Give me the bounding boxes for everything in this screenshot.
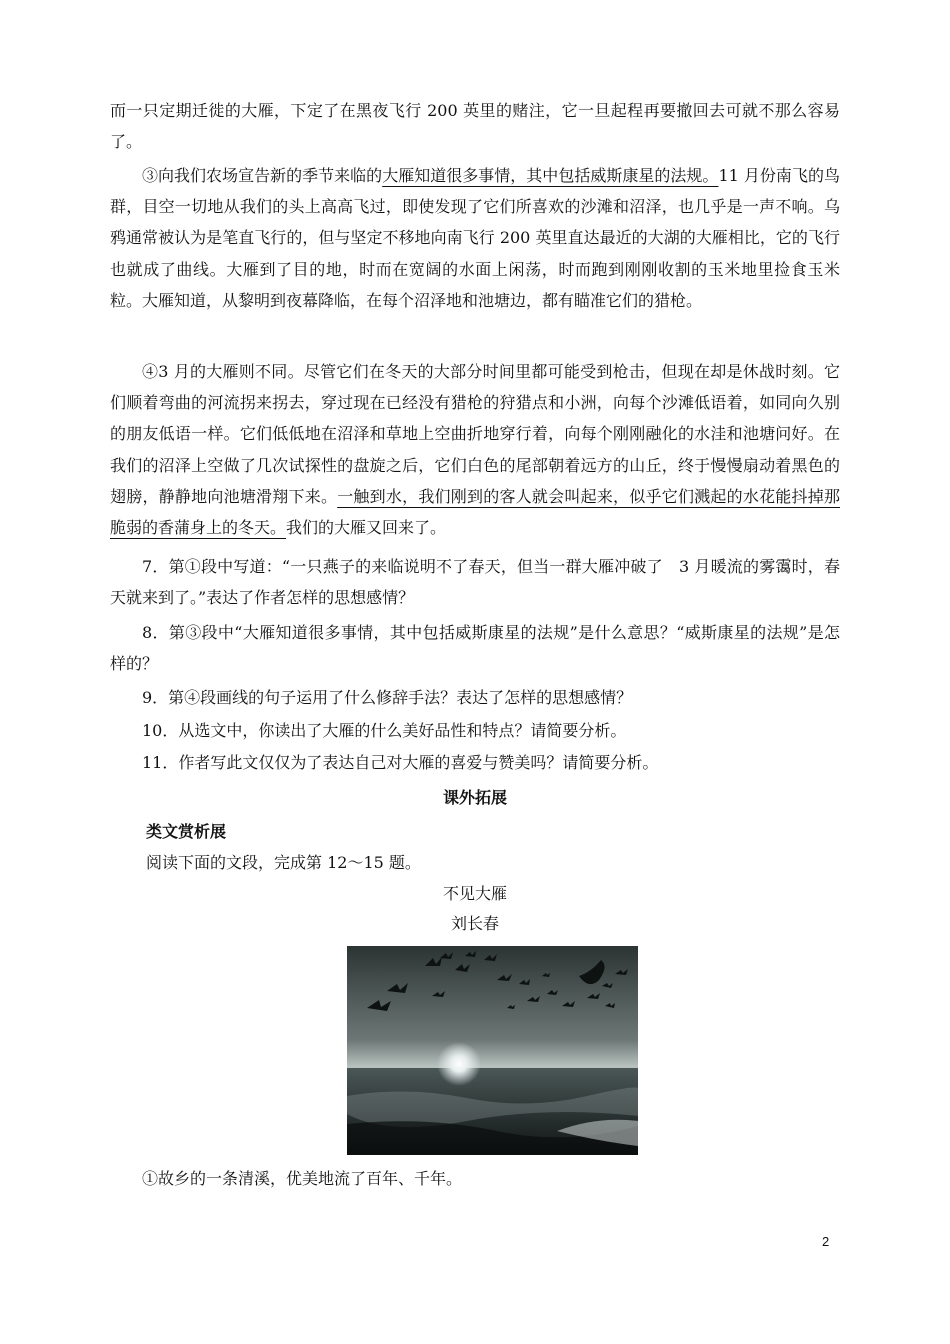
paragraph-3-lead: ③向我们农场宣告新的季节来临的 — [142, 166, 383, 185]
paragraph-3-rest: 11 月份南飞的鸟群，目空一切地从我们的头上高高飞过，即使发现了它们所喜欢的沙滩和沼泽，也几乎是一声不响。乌鸦通常被认为是笔直飞行的，但与坚定不移地向南飞行 200 英里直达最近的大湖的大雁相比，它的飞行也就成了曲线。大雁到了目的地，时而在宽阔的水面上闲荡，时而跑到刚刚收割的玉米地里捡食玉米粒。大雁知道，从黎明到夜幕降临，在每个沼泽地和池塘边，都有瞄准它们的猎枪。 — [110, 166, 840, 310]
paragraph-3 — [110, 160, 840, 316]
subsection-title: 类文赏析展 — [146, 822, 227, 841]
question-9: 9．第④段画线的句子运用了什么修辞手法？表达了怎样的思想感情？ — [142, 688, 633, 707]
paragraph-4 — [110, 356, 840, 543]
article-first-line: ①故乡的一条清溪，优美地流了百年、千年。 — [142, 1169, 463, 1188]
paragraph-4-lead: ④3 月的大雁则不同。尽管它们在冬天的大部分时间里都可能受到枪击，但现在却是休战时刻。它们顺着弯曲的河流拐来拐去，穿过现在已经没有猎枪的狩猎点和小洲，向每个沙滩低语着，如同向久别的朋友低语一样。它们低低地在沼泽和草地上空曲折地穿行着，向每个刚刚融化的水洼和池塘问好。在我们的沼泽上空做了几次试探性的盘旋之后，它们白色的尾部朝着远方的山丘，终于慢慢扇动着黑色的翅膀，静静地向池塘滑翔下来。 — [110, 362, 840, 506]
page-number: 2 — [822, 1234, 830, 1249]
article-author: 刘长春 — [450, 914, 499, 933]
article-title: 不见大雁 — [442, 884, 507, 903]
question-10: 10．从选文中，你读出了大雁的什么美好品性和特点？请简要分析。 — [142, 721, 627, 740]
paragraph-3-underlined: 大雁知道很多事情，其中包括威斯康星的法规。 — [382, 166, 719, 185]
section-title: 课外拓展 — [442, 788, 507, 807]
question-8: 8．第③段中“大雁知道很多事情，其中包括威斯康星的法规”是什么意思？“威斯康星的法规”是怎样的？ — [110, 623, 840, 674]
geese-over-sea-photo — [347, 946, 638, 1155]
paragraph-continued: 而一只定期迁徙的大雁，下定了在黑夜飞行 200 英里的赌注，它一旦起程再要撤回去可就不那么容易了。 — [110, 101, 840, 152]
paragraph-4-underlined: 一触到水，我们刚到的客人就会叫起来，似乎它们溅起的水花能抖掉那脆弱的香蒲身上的冬天。 — [110, 486, 840, 538]
paragraph-4-rest: 我们的大雁又回来了。 — [286, 518, 447, 538]
instruction: 阅读下面的文段，完成第 12～15 题。 — [146, 853, 421, 872]
question-7: 7．第①段中写道：“一只燕子的来临说明不了春天，但当一群大雁冲破了 3 月暖流的雾霭时，春天就来到了。”表达了作者怎样的思想感情？ — [110, 557, 840, 608]
question-11: 11．作者写此文仅仅为了表达自己对大雁的喜爱与赞美吗？请简要分析。 — [142, 753, 659, 772]
